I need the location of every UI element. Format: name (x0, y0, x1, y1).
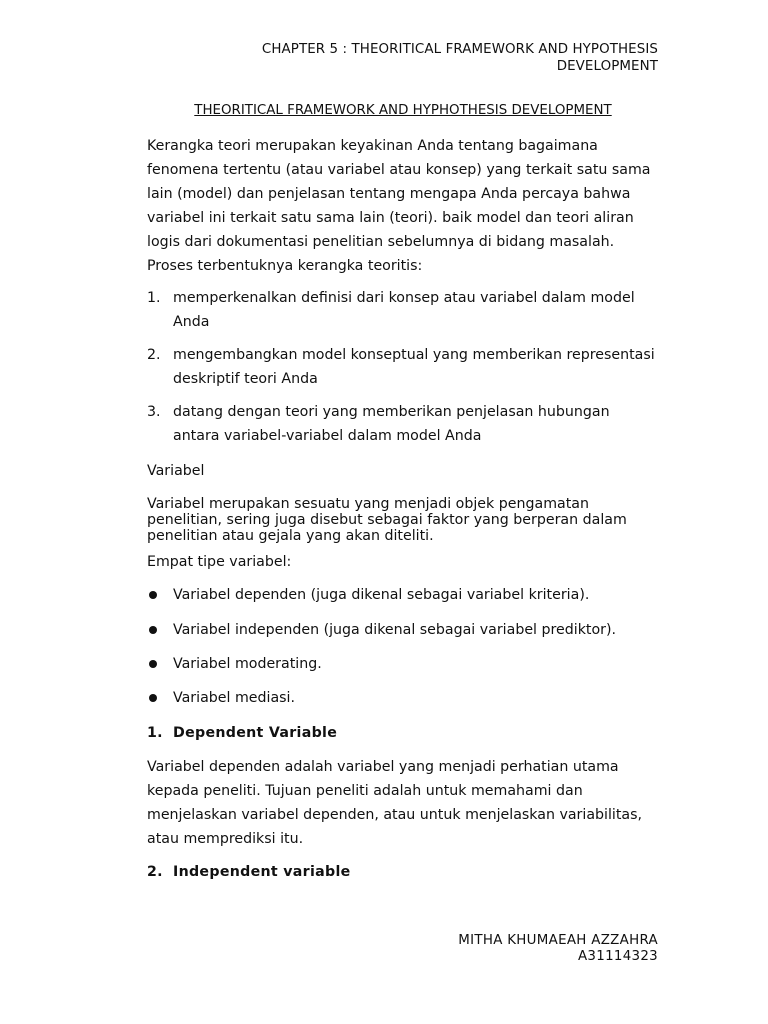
bullet-icon (149, 660, 157, 668)
definition-line: penelitian atau gejala yang akan diteliti. (147, 528, 434, 544)
section-number: 2. (147, 864, 163, 880)
paragraph-line: Variabel dependen adalah variabel yang menjadi perhatian utama (147, 759, 619, 775)
list-item (147, 286, 667, 334)
list-item-text: Variabel dependen (juga dikenal sebagai variabel kriteria). (173, 587, 590, 603)
author-footer (258, 933, 658, 965)
variable-types-list (147, 585, 667, 708)
bullet-icon (149, 694, 157, 702)
list-item-text: antara variabel-variabel dalam model Anda (173, 428, 482, 444)
variabel-definition (147, 496, 667, 544)
list-item-text: Variabel moderating. (173, 656, 322, 672)
document-body (147, 134, 667, 882)
list-item (147, 343, 667, 391)
bullet-icon (149, 626, 157, 634)
header-line-1: CHAPTER 5 : THEORITICAL FRAMEWORK AND HYPOTHESIS (261, 42, 658, 57)
process-intro: Proses terbentuknya kerangka teoritis: (147, 258, 423, 274)
section-heading-independent (147, 862, 667, 882)
paragraph-line: atau memprediksi itu. (147, 831, 304, 847)
variable-types-intro: Empat tipe variabel: (147, 554, 292, 570)
list-item-text: mengembangkan model konseptual yang memberikan representasi (173, 347, 655, 363)
intro-line: logis dari dokumentasi penelitian sebelumnya di bidang masalah. (147, 234, 615, 250)
list-item (147, 400, 667, 448)
author-id: A31114323 (577, 949, 658, 964)
list-item-text: memperkenalkan definisi dari konsep atau variabel dalam model (173, 290, 635, 306)
running-header (138, 41, 658, 75)
definition-line: penelitian, sering juga disebut sebagai faktor yang berperan dalam (147, 512, 627, 528)
definition-line: Variabel merupakan sesuatu yang menjadi objek pengamatan (147, 496, 589, 512)
list-item (147, 620, 667, 640)
intro-line: variabel ini terkait satu sama lain (teori). baik model dan teori aliran (147, 210, 634, 226)
list-item-text: Variabel mediasi. (173, 690, 295, 706)
paragraph-line: menjelaskan variabel dependen, atau untuk menjelaskan variabilitas, (147, 807, 643, 823)
list-item (147, 654, 667, 674)
section-number: 1. (147, 725, 163, 741)
paragraph-line: kepada peneliti. Tujuan peneliti adalah untuk memahami dan (147, 783, 583, 799)
list-number: 3. (147, 404, 161, 420)
list-item-text: deskriptif teori Anda (173, 371, 318, 387)
section-title: Dependent Variable (173, 725, 338, 741)
bullet-icon (149, 591, 157, 599)
intro-line: Kerangka teori merupakan keyakinan Anda tentang bagaimana (147, 138, 598, 154)
list-item-text: Anda (173, 314, 210, 330)
list-item-text: datang dengan teori yang memberikan penjelasan hubungan (173, 404, 610, 420)
header-line-2: DEVELOPMENT (556, 59, 658, 74)
variabel-label: Variabel (147, 463, 205, 479)
intro-paragraph (147, 134, 667, 278)
intro-line: lain (model) dan penjelasan tentang mengapa Anda percaya bahwa (147, 186, 631, 202)
process-steps-list (147, 286, 667, 448)
section-heading-dependent (147, 723, 667, 743)
list-item (147, 585, 667, 605)
section-title: Independent variable (173, 864, 351, 880)
list-number: 2. (147, 347, 161, 363)
page-heading: THEORITICAL FRAMEWORK AND HYPHOTHESIS DEVELOPMENT (194, 103, 612, 118)
list-item (147, 688, 667, 708)
list-item-text: Variabel independen (juga dikenal sebagai variabel prediktor). (173, 622, 617, 638)
intro-line: fenomena tertentu (atau variabel atau konsep) yang terkait satu sama (147, 162, 651, 178)
dependent-paragraph (147, 755, 667, 851)
author-name: MITHA KHUMAEAH AZZAHRA (458, 933, 658, 948)
list-number: 1. (147, 290, 161, 306)
